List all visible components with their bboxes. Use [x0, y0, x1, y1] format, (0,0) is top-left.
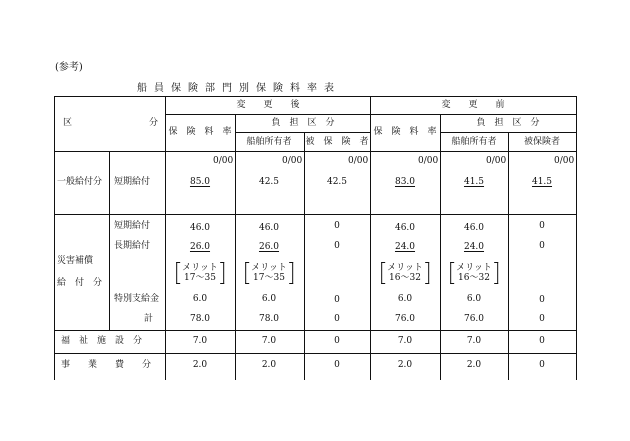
cell-value: 0 [539, 336, 545, 346]
rule [235, 114, 236, 380]
rule [165, 96, 166, 380]
cell-value: 83.0 [394, 177, 416, 187]
unit-label: 0/00 [554, 156, 575, 166]
row-label-tokubetsu: 特別支給金 [114, 294, 160, 304]
merit-range [456, 263, 492, 283]
rule [54, 96, 576, 97]
row-label-saigai: 災害補償 [57, 256, 94, 266]
rule [440, 114, 441, 380]
cell-value: 42.5 [258, 177, 280, 187]
cell-value: 46.0 [463, 223, 485, 233]
header-burden-after: 負 担 区 分 [271, 118, 335, 128]
rule [54, 330, 576, 331]
header-bun: 分 [149, 118, 159, 128]
merit-value: 16～32 [458, 273, 490, 283]
merit-value: 16～32 [389, 273, 421, 283]
cell-value: 2.0 [192, 360, 208, 370]
cell-value: 42.5 [326, 177, 348, 187]
cell-value: 24.0 [463, 242, 485, 252]
cell-value: 2.0 [261, 360, 277, 370]
row-label-tanki: 短期給付 [114, 221, 151, 231]
header-shipowner-before: 船舶所有者 [451, 137, 497, 147]
header-shipowner-after: 船舶所有者 [246, 137, 292, 147]
header-insured-before: 被保険者 [523, 137, 561, 147]
unit-label: 0/00 [348, 156, 369, 166]
unit-label: 0/00 [213, 156, 234, 166]
rule [54, 151, 576, 152]
rule [54, 353, 576, 354]
cell-value: 0 [539, 295, 545, 305]
header-after: 変 更 後 [236, 100, 300, 110]
row-label-saigai-2: 給 付 分 [57, 278, 103, 288]
rule [54, 214, 576, 215]
merit-label: メリット [182, 263, 218, 273]
cell-value: 24.0 [394, 242, 416, 252]
cell-value: 41.5 [531, 177, 553, 187]
cell-value: 76.0 [394, 314, 416, 324]
header-kubun: 区 [63, 118, 73, 128]
merit-range [182, 263, 218, 283]
header-rate-before: 保 険 料 率 [373, 127, 437, 137]
merit-value: 17～35 [253, 273, 285, 283]
cell-value: 0 [334, 360, 340, 370]
merit-label: メリット [456, 263, 492, 273]
header-rate-after: 保 険 料 率 [168, 127, 232, 137]
cell-value: 76.0 [463, 314, 485, 324]
merit-range [387, 263, 423, 283]
cell-value: 78.0 [189, 314, 211, 324]
cell-value: 26.0 [189, 242, 211, 252]
row-label-ippan: 一般給付分 [57, 177, 103, 187]
cell-value: 0 [539, 241, 545, 251]
note-reference: (参考) [55, 62, 83, 73]
row-label-choki: 長期給付 [114, 241, 151, 251]
cell-value: 46.0 [189, 223, 211, 233]
cell-value: 0 [334, 221, 340, 231]
merit-label: メリット [251, 263, 287, 273]
rule [304, 132, 305, 380]
cell-value: 85.0 [189, 177, 211, 187]
cell-value: 41.5 [463, 177, 485, 187]
cell-value: 0 [334, 241, 340, 251]
rule [54, 96, 55, 380]
cell-value: 0 [539, 314, 545, 324]
rule [109, 151, 110, 330]
rule [508, 132, 509, 380]
row-label-tanki: 短期給付 [114, 177, 151, 187]
cell-value: 0 [334, 295, 340, 305]
cell-value: 6.0 [261, 294, 277, 304]
cell-value: 46.0 [394, 223, 416, 233]
cell-value: 6.0 [466, 294, 482, 304]
cell-value: 0 [539, 221, 545, 231]
cell-value: 7.0 [466, 336, 482, 346]
header-before: 変 更 前 [441, 100, 505, 110]
cell-value: 0 [334, 336, 340, 346]
row-label-kei: 計 [144, 314, 154, 324]
merit-range [251, 263, 287, 283]
cell-value: 26.0 [258, 242, 280, 252]
rule [235, 132, 370, 133]
cell-value: 7.0 [397, 336, 413, 346]
rule [576, 96, 577, 380]
unit-label: 0/00 [282, 156, 303, 166]
cell-value: 6.0 [192, 294, 208, 304]
cell-value: 7.0 [261, 336, 277, 346]
row-label-fukushi: 福 祉 施 設 分 [61, 336, 143, 346]
rate-table [54, 96, 576, 380]
merit-value: 17～35 [184, 273, 216, 283]
row-label-jigyo: 事 業 費 分 [61, 360, 152, 370]
cell-value: 2.0 [397, 360, 413, 370]
header-burden-before: 負 担 区 分 [476, 118, 540, 128]
cell-value: 0 [334, 314, 340, 324]
cell-value: 46.0 [258, 223, 280, 233]
unit-label: 0/00 [486, 156, 507, 166]
merit-label: メリット [387, 263, 423, 273]
cell-value: 7.0 [192, 336, 208, 346]
unit-label: 0/00 [418, 156, 439, 166]
cell-value: 6.0 [397, 294, 413, 304]
cell-value: 78.0 [258, 314, 280, 324]
cell-value: 0 [539, 360, 545, 370]
cell-value: 2.0 [466, 360, 482, 370]
header-insured-after: 被 保 険 者 [305, 137, 369, 147]
page-title: 船員保険部門別保険料率表 [137, 83, 341, 94]
rule [370, 96, 371, 380]
